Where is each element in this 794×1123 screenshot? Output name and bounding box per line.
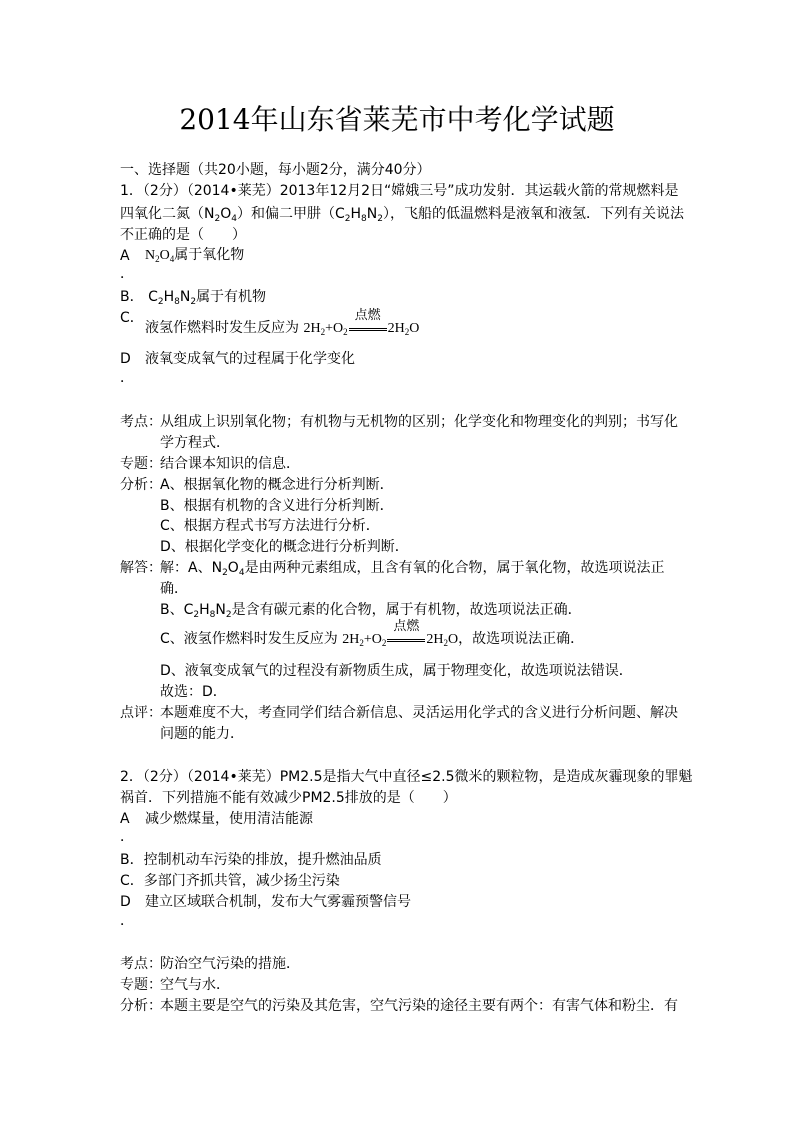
q2-zhuanti-label: 专题： xyxy=(120,977,162,993)
q2-kaodian-label: 考点： xyxy=(120,956,162,972)
q1-fenxi-item: B、根据有机物的含义进行分析判断． xyxy=(160,498,394,514)
q1-fenxi-label: 分析： xyxy=(120,477,162,493)
q2-kaodian: 防治空气污染的措施． xyxy=(160,956,300,972)
q2-zhuanti: 空气与水． xyxy=(160,977,230,993)
q1-kaodian-label: 考点： xyxy=(120,414,162,430)
equation-rhs: $2H_2O$ xyxy=(387,321,420,337)
q1-stem-line1: 1．（2分）（2014•莱芜）2013年12月2日“嫦娥三号”成功发射．其运载火箭的常规燃料是 xyxy=(120,183,679,199)
q1-option-d-label: D xyxy=(120,351,131,367)
reaction-arrow: 点燃 xyxy=(349,318,387,336)
q1-option-d-dot: ． xyxy=(120,370,134,386)
q1-kaodian-line2: 学方程式． xyxy=(160,435,230,451)
q1-jieda-label: 解答： xyxy=(120,560,162,576)
q1-stem-line2: 四氧化二氮$(N_2O_4)$和偏二甲肼$(C_2H_8N_2)$，飞船的低温燃料是液氧和液氢．下列有关说法 xyxy=(120,206,684,224)
q1-jieda-a-cont: 确． xyxy=(160,581,188,597)
equation-lhs: $2H_2+O_2$ xyxy=(303,321,348,337)
q1-jieda-a: 解：A、$N_2O_4$是由两种元素组成，且含有氧的化合物，属于氧化物，故选项说法正 xyxy=(160,560,665,578)
q1-dianping-line1: 本题难度不大，考查同学们结合新信息、灵活运用化学式的含义进行分析问题、解决 xyxy=(160,705,678,721)
q1-dianping-line2: 问题的能力． xyxy=(160,726,244,742)
q2-option-a-label: A xyxy=(120,811,130,827)
reaction-arrow: 点燃 xyxy=(387,629,425,647)
q1-option-b: B． $C_2H_8N_2$属于有机物 xyxy=(120,289,267,307)
q2-option-a-dot: ． xyxy=(120,829,134,845)
q2-option-d: 建立区域联合机制，发布大气雾霾预警信号 xyxy=(145,894,411,910)
q1-jieda-b: B、$C_2H_8N_2$是含有碳元素的化合物，属于有机物，故选项说法正确． xyxy=(160,602,582,620)
q1-dianping-label: 点评： xyxy=(120,705,162,721)
q1-jieda-c: C、液氢作燃料时发生反应为 $2H_2+O_2$ 点燃 $2H_2O$，故选项说法正确． xyxy=(160,619,585,648)
q1-fenxi-item: A、根据氧化物的概念进行分析判断． xyxy=(160,477,394,493)
q2-option-c: C．多部门齐抓共管，减少扬尘污染 xyxy=(120,873,340,889)
q1-jieda-d: D、液氧变成氧气的过程没有新物质生成，属于物理变化，故选项说法错误． xyxy=(160,663,633,679)
q2-stem-line1: 2．（2分）（2014•莱芜）PM2.5是指大气中直径≤2.5微米的颗粒物，是造成灰霾现象的罪魁 xyxy=(120,769,693,785)
q1-option-c-label: C． xyxy=(120,310,144,326)
q1-fenxi-item: D、根据化学变化的概念进行分析判断． xyxy=(160,539,409,555)
q1-zhuanti-label: 专题： xyxy=(120,456,162,472)
q2-option-d-label: D xyxy=(120,894,131,910)
q1-kaodian-line1: 从组成上识别氧化物；有机物与无机物的区别；化学变化和物理变化的判别；书写化 xyxy=(160,414,678,430)
q2-option-a: 减少燃煤量，使用清洁能源 xyxy=(145,811,313,827)
q2-fenxi: 本题主要是空气的污染及其危害，空气污染的途径主要有两个：有害气体和粉尘．有 xyxy=(160,998,678,1014)
q1-option-a-dot: ． xyxy=(120,266,134,282)
q1-option-d: 液氧变成氧气的过程属于化学变化 xyxy=(145,351,355,367)
q1-zhuanti: 结合课本知识的信息． xyxy=(160,456,300,472)
q2-stem-line2: 祸首．下列措施不能有效减少PM2.5排放的是（ ） xyxy=(120,790,457,806)
q1-option-a-label: A xyxy=(120,248,130,264)
q2-fenxi-label: 分析： xyxy=(120,998,162,1014)
q2-option-b: B．控制机动车污染的排放，提升燃油品质 xyxy=(120,852,382,868)
q1-stem-line3: 不正确的是（ ） xyxy=(120,227,246,243)
q1-fenxi-item: C、根据方程式书写方法进行分析． xyxy=(160,518,380,534)
q1-option-a: $N_2O_4$属于氧化物 xyxy=(145,248,245,264)
q1-jieda-choice: 故选：D． xyxy=(160,684,227,700)
q1-option-c: 液氢作燃料时发生反应为 $2H_2+O_2$ 点燃 $2H_2O$ xyxy=(145,308,420,337)
section-heading: 一、选择题（共20小题，每小题2分，满分40分） xyxy=(120,162,431,178)
page-title: 2014年山东省莱芜市中考化学试题 xyxy=(179,103,615,136)
q2-option-d-dot: ． xyxy=(120,913,134,929)
